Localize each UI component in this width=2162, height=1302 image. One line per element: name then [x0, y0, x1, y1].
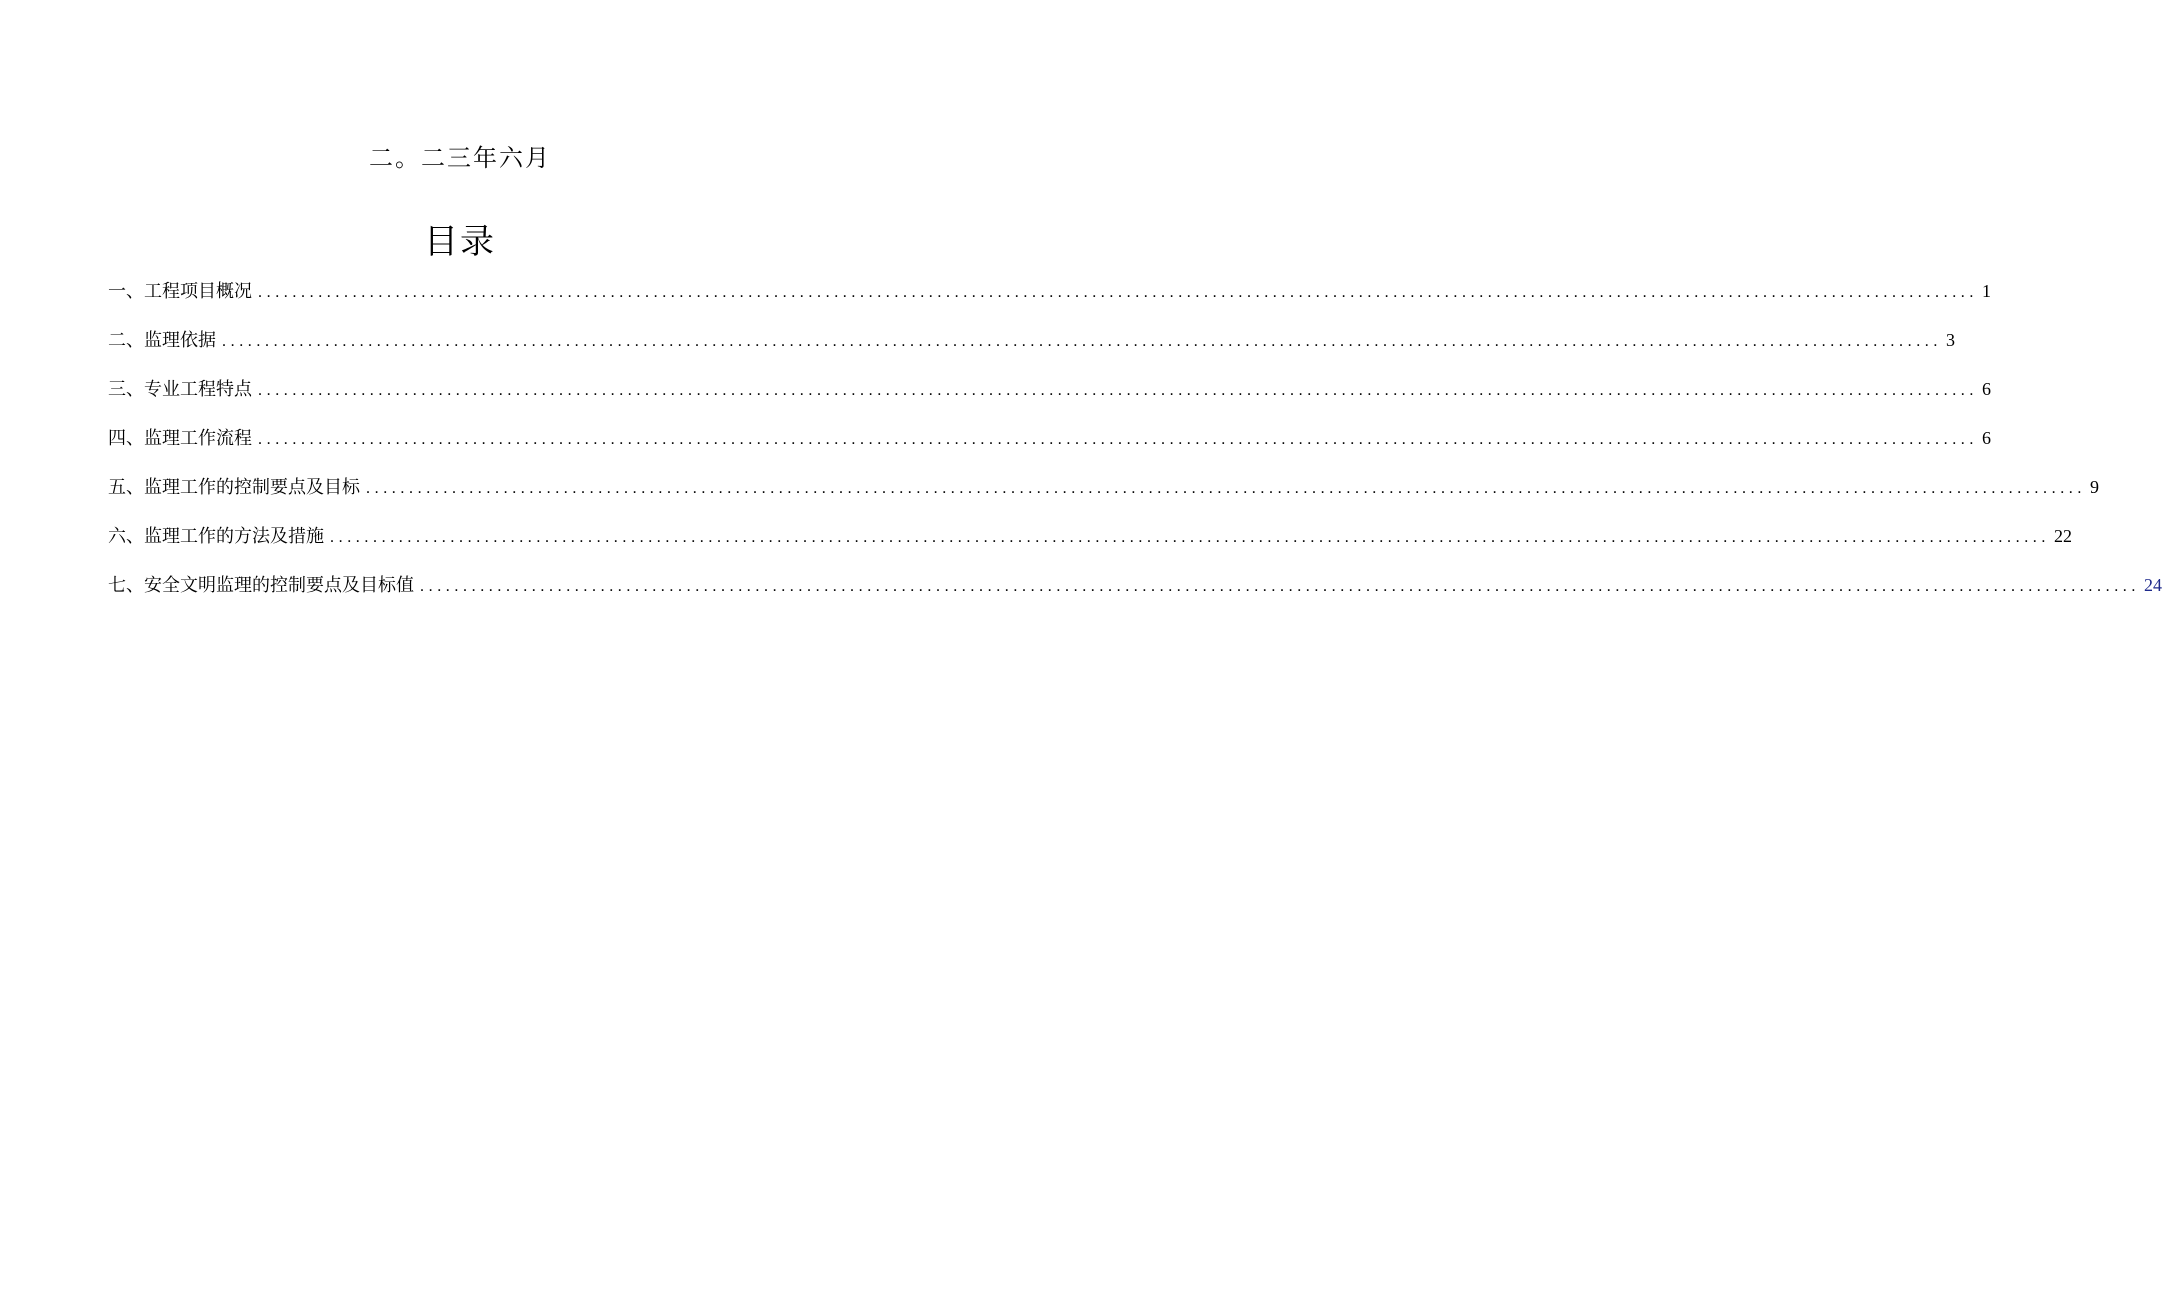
toc-entry-page: 6: [1982, 428, 1991, 448]
toc-entry-label: 五、监理工作的控制要点及目标: [108, 477, 360, 498]
toc-entry-label: 二、监理依据: [108, 330, 216, 351]
toc-leader-dots: ........................................................................................................................................................................................................: [222, 333, 1942, 350]
toc-leader-dots: ........................................................................................................................................................................................................: [258, 431, 1978, 448]
toc-leader-dots: ........................................................................................................................................................................................................: [258, 382, 1978, 399]
toc-leader-dots: ........................................................................................................................................................................................................: [258, 284, 1978, 301]
toc-entry-page: 9: [2090, 477, 2099, 497]
toc-entry-4[interactable]: [108, 423, 1991, 472]
toc-entry-label: 一、工程项目概况: [108, 281, 252, 302]
toc-entry-page: 1: [1982, 281, 1991, 301]
toc-leader-dots: ........................................................................................................................................................................................................: [420, 578, 2140, 595]
document-date: 二。二三年六月: [369, 144, 551, 172]
toc-entry-label: 三、专业工程特点: [108, 379, 252, 400]
toc-leader-dots: ........................................................................................................................................................................................................: [330, 529, 2050, 546]
toc-entry-6[interactable]: [108, 521, 2072, 570]
toc-entry-2[interactable]: [108, 325, 1955, 374]
toc-entry-page: 3: [1946, 330, 1955, 350]
toc-entry-5[interactable]: [108, 472, 2099, 521]
toc-entry-page: 22: [2054, 526, 2072, 546]
toc-entry-label: 七、安全文明监理的控制要点及目标值: [108, 575, 414, 596]
toc-entry-3[interactable]: [108, 374, 1991, 423]
toc-entry-page: 6: [1982, 379, 1991, 399]
toc-leader-dots: ........................................................................................................................................................................................................: [366, 480, 2086, 497]
toc-entry-1[interactable]: [108, 276, 1991, 325]
toc-title: 目录: [424, 222, 496, 262]
toc-entry-label: 六、监理工作的方法及措施: [108, 526, 324, 547]
toc-entry-label: 四、监理工作流程: [108, 428, 252, 449]
table-of-contents: [108, 276, 2162, 619]
toc-entry-7[interactable]: [108, 570, 2162, 619]
toc-entry-page-link[interactable]: 24: [2144, 575, 2162, 595]
